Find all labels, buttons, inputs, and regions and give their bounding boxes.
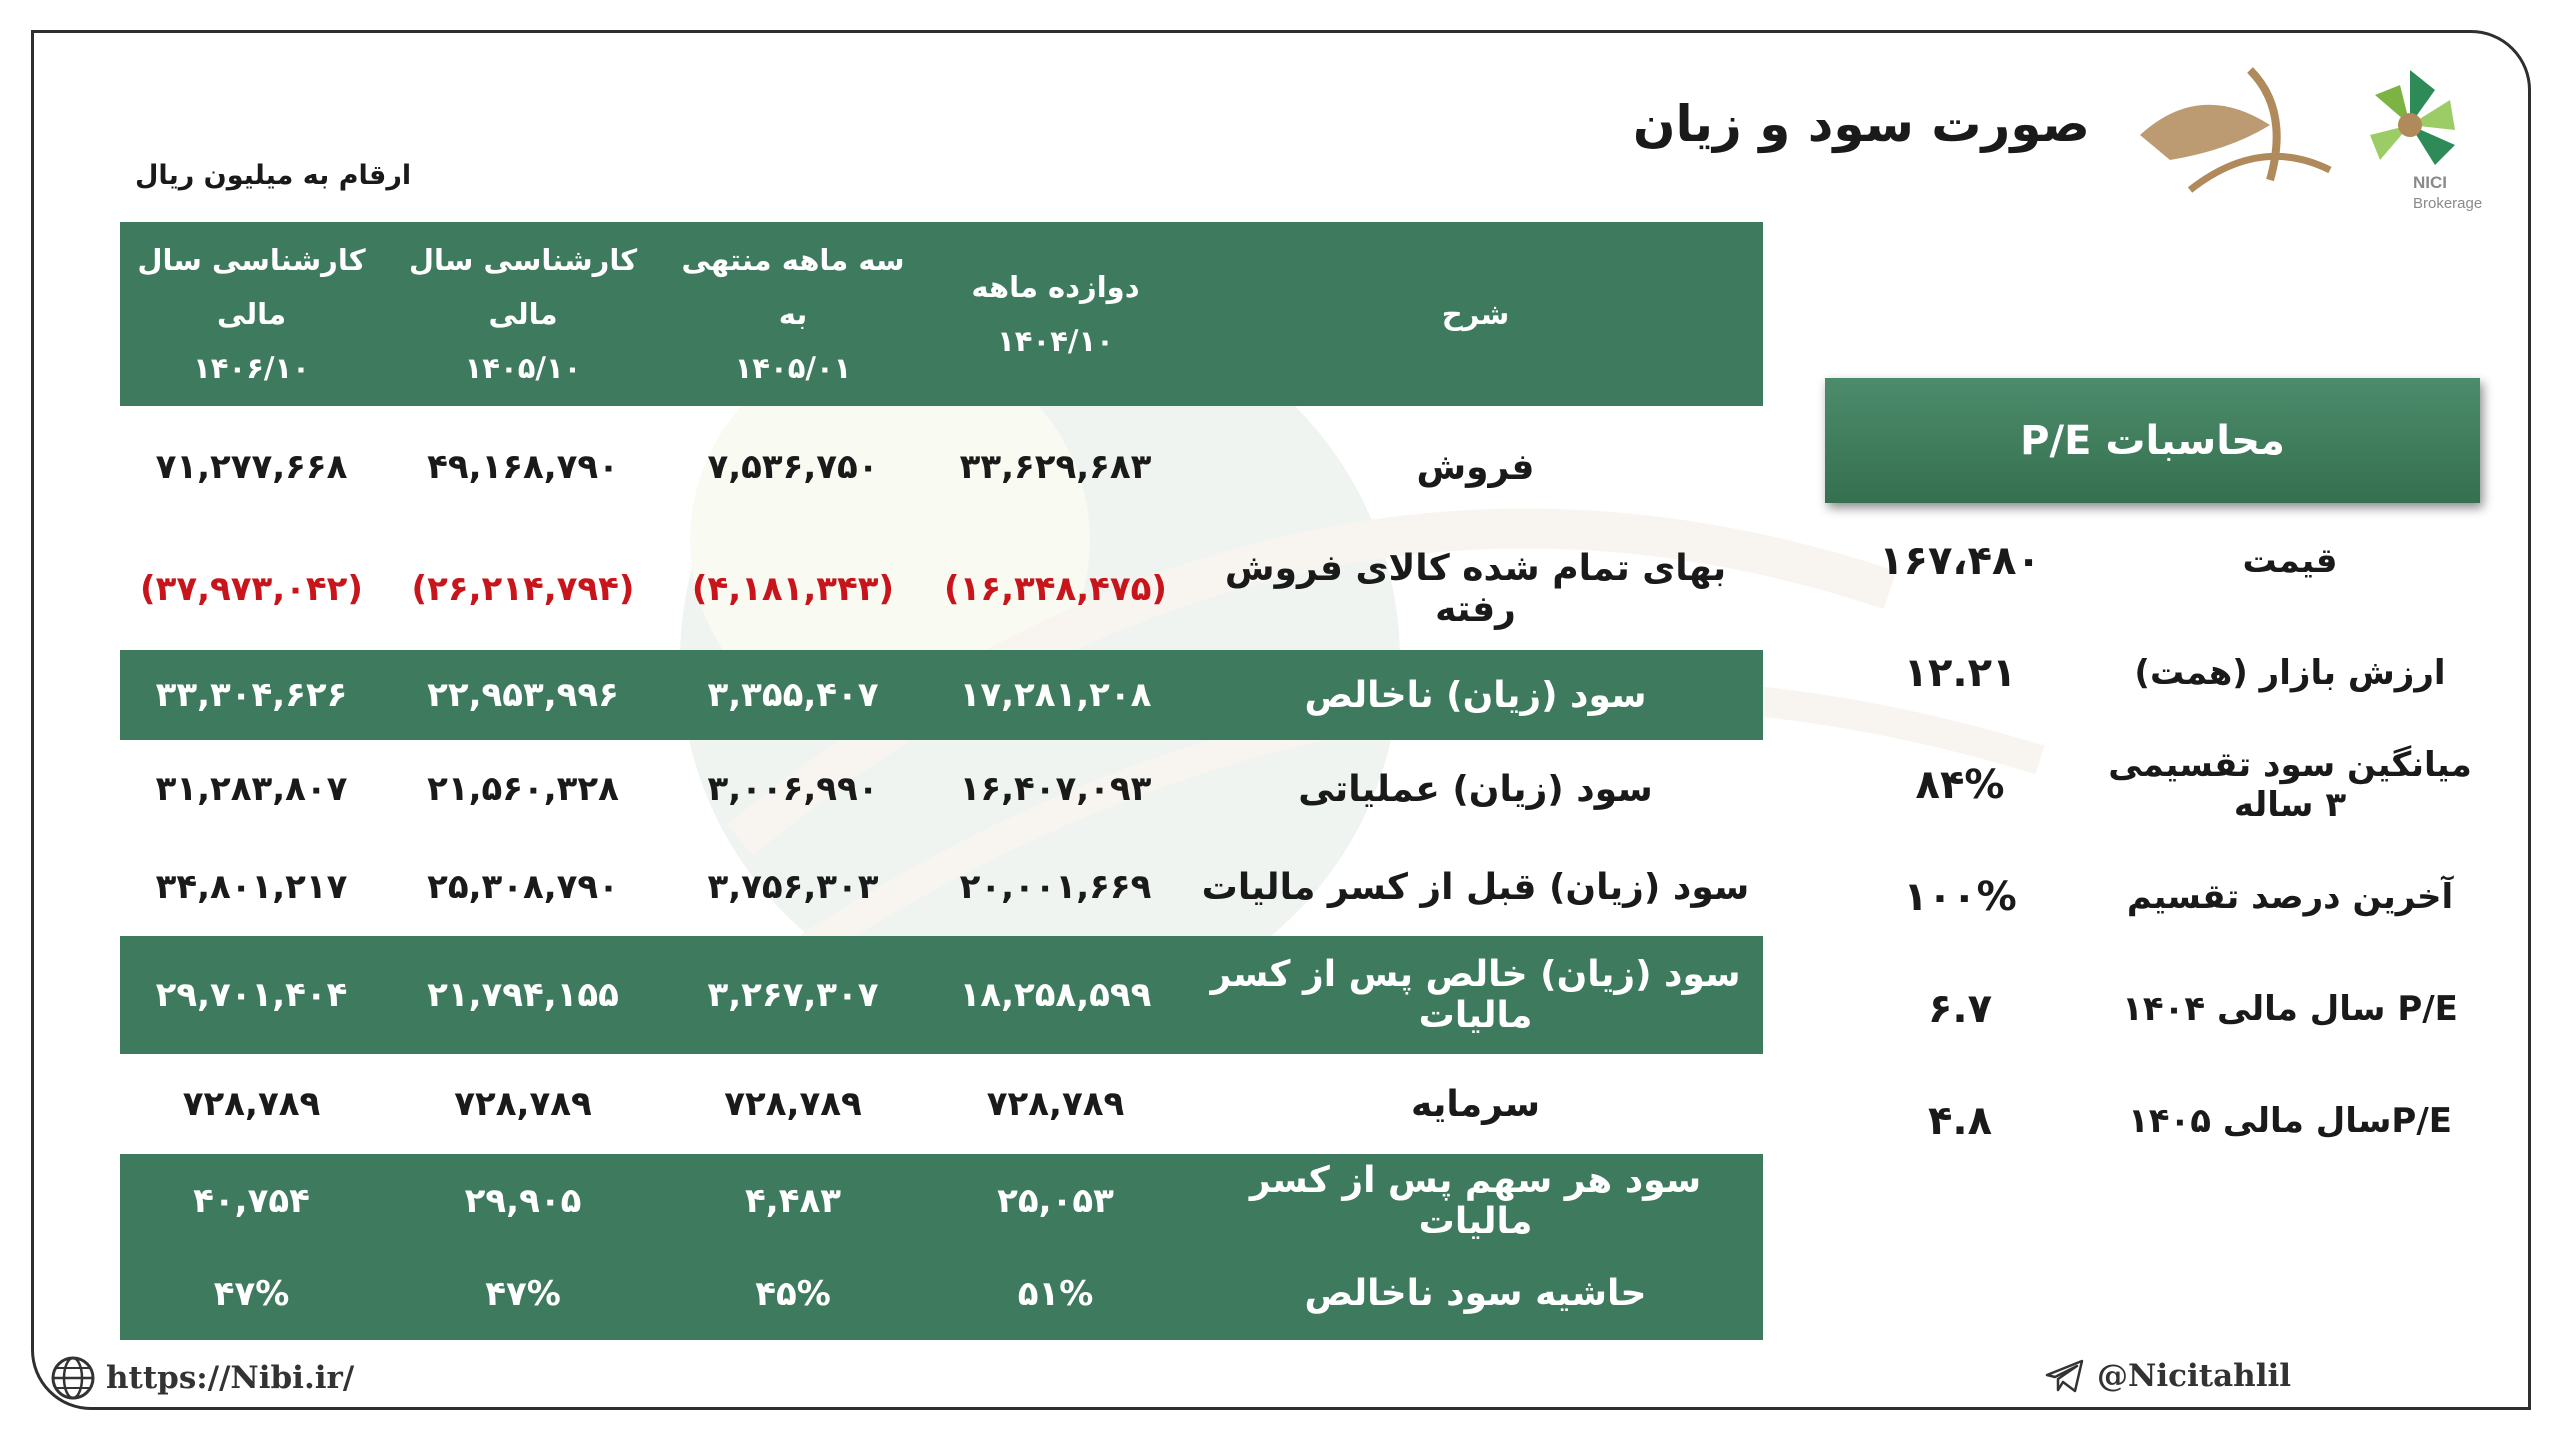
globe-icon bbox=[50, 1355, 96, 1401]
telegram-link[interactable] bbox=[2045, 1358, 2291, 1394]
pe-row bbox=[1820, 841, 2480, 953]
unit-note: ارقام به میلیون ریال bbox=[135, 160, 412, 191]
telegram-icon bbox=[2045, 1358, 2085, 1394]
pe-value: ۴.۸ bbox=[1927, 1098, 1993, 1144]
income-statement-table bbox=[120, 222, 1763, 1340]
table-row bbox=[120, 838, 1763, 936]
table-row bbox=[120, 1247, 1763, 1340]
logo-sub: Brokerage bbox=[2413, 195, 2483, 212]
pe-value: ۸۴% bbox=[1915, 762, 2005, 808]
header-col: سه ماهه منتهی به ۱۴۰۵/۰۱ bbox=[663, 222, 923, 406]
cell-value: ۷۲۸,۷۸۹ bbox=[182, 1084, 321, 1124]
header-col: کارشناسی سال مالی ۱۴۰۶/۱۰ bbox=[120, 222, 383, 406]
cell-value: ۷۲۸,۷۸۹ bbox=[454, 1084, 592, 1124]
table-row bbox=[120, 650, 1763, 740]
pe-label: آخرین درصد تقسیم bbox=[2126, 877, 2454, 917]
pe-row bbox=[1820, 617, 2480, 729]
website-link[interactable] bbox=[50, 1355, 354, 1401]
cell-value: ۲۲,۹۵۳,۹۹۶ bbox=[383, 650, 663, 740]
cell-value: ۲۹,۷۰۱,۴۰۴ bbox=[120, 936, 383, 1054]
cell-value: ۱۶,۴۰۷,۰۹۳ bbox=[959, 769, 1152, 809]
cell-value-negative: (۱۶,۳۴۸,۴۷۵) bbox=[944, 569, 1167, 609]
cell-value: ۳۴,۸۰۱,۲۱۷ bbox=[155, 867, 348, 907]
cell-value: ۷۱,۲۷۷,۶۶۸ bbox=[155, 447, 348, 487]
row-label: سرمایه bbox=[1411, 1083, 1540, 1125]
cell-value: ۱۸,۲۵۸,۵۹۹ bbox=[923, 936, 1188, 1054]
cell-value: ۲۱,۷۹۴,۱۵۵ bbox=[383, 936, 663, 1054]
cell-value: ۷,۵۳۶,۷۵۰ bbox=[707, 447, 879, 487]
row-label: حاشیه سود ناخالص bbox=[1188, 1247, 1763, 1340]
pe-label: ارزش بازار (همت) bbox=[2134, 653, 2446, 693]
page-title: صورت سود و زیان bbox=[1632, 95, 2090, 153]
cell-value: ۴۰,۷۵۴ bbox=[120, 1154, 383, 1247]
cell-value: ۴۵% bbox=[663, 1247, 923, 1340]
table-header-row bbox=[120, 222, 1763, 406]
cell-value: ۲۱,۵۶۰,۳۲۸ bbox=[427, 769, 619, 809]
cell-value: ۴۹,۱۶۸,۷۹۰ bbox=[427, 447, 619, 487]
cell-value: ۴,۴۸۳ bbox=[663, 1154, 923, 1247]
pe-row bbox=[1820, 1065, 2480, 1177]
pe-label: P/E سال مالی ۱۴۰۴ bbox=[2122, 989, 2458, 1029]
table-row bbox=[120, 1054, 1763, 1154]
telegram-handle: @Nicitahlil bbox=[2097, 1358, 2292, 1394]
table-row bbox=[120, 528, 1763, 650]
pe-value: ۶.۷ bbox=[1927, 986, 1993, 1032]
pe-label: P/Eسال مالی ۱۴۰۵ bbox=[2128, 1101, 2452, 1141]
cell-value: ۴۷% bbox=[383, 1247, 663, 1340]
cell-value: ۳,۳۵۵,۴۰۷ bbox=[663, 650, 923, 740]
table-row bbox=[120, 936, 1763, 1054]
table-row bbox=[120, 740, 1763, 838]
table-row bbox=[120, 1154, 1763, 1247]
cell-value: ۲۵,۳۰۸,۷۹۰ bbox=[427, 867, 619, 907]
cell-value: ۴۷% bbox=[120, 1247, 383, 1340]
cell-value: ۳۱,۲۸۳,۸۰۷ bbox=[155, 769, 348, 809]
pe-label: میانگین سود تقسیمی ۳ ساله bbox=[2108, 745, 2472, 825]
row-label: سود (زیان) خالص پس از کسر مالیات bbox=[1188, 936, 1763, 1054]
row-label: سود (زیان) قبل از کسر مالیات bbox=[1201, 866, 1750, 908]
cell-value: ۳۳,۳۰۴,۶۲۶ bbox=[120, 650, 383, 740]
row-label: بهای تمام شده کالای فروش رفته bbox=[1224, 548, 1727, 630]
row-label: سود (زیان) عملیاتی bbox=[1298, 768, 1653, 810]
nici-logo bbox=[2130, 40, 2500, 220]
cell-value: ۳,۰۰۶,۹۹۰ bbox=[707, 769, 879, 809]
cell-value: ۷۲۸,۷۸۹ bbox=[724, 1084, 862, 1124]
row-label: سود (زیان) ناخالص bbox=[1188, 650, 1763, 740]
header-col: دوازده ماهه ۱۴۰۴/۱۰ bbox=[923, 222, 1188, 406]
cell-value: ۷۲۸,۷۸۹ bbox=[986, 1084, 1125, 1124]
cell-value-negative: (۳۷,۹۷۳,۰۴۲) bbox=[140, 569, 363, 609]
pe-value: ۱۲.۲۱ bbox=[1903, 650, 2017, 696]
pe-value: ۱۰۰% bbox=[1903, 874, 2017, 920]
row-label: فروش bbox=[1416, 446, 1535, 488]
pe-row bbox=[1820, 505, 2480, 617]
header-col: کارشناسی سال مالی ۱۴۰۵/۱۰ bbox=[383, 222, 663, 406]
cell-value: ۳,۲۶۷,۳۰۷ bbox=[663, 936, 923, 1054]
cell-value: ۲۰,۰۰۱,۶۶۹ bbox=[959, 867, 1152, 907]
pe-panel-title: محاسبات P/E bbox=[1825, 378, 2480, 503]
table-row bbox=[120, 406, 1763, 528]
cell-value: ۵۱% bbox=[923, 1247, 1188, 1340]
pe-row bbox=[1820, 729, 2480, 841]
logo-brand: NICI bbox=[2413, 173, 2447, 192]
cell-value: ۲۵,۰۵۳ bbox=[923, 1154, 1188, 1247]
cell-value-negative: (۴,۱۸۱,۳۴۳) bbox=[691, 569, 895, 609]
header-description: شرح bbox=[1188, 222, 1763, 406]
pe-value: ۱۶۷،۴۸۰ bbox=[1879, 538, 2041, 584]
cell-value: ۳۳,۶۲۹,۶۸۳ bbox=[959, 447, 1152, 487]
pe-label: قیمت bbox=[2242, 541, 2338, 581]
cell-value: ۳,۷۵۶,۳۰۳ bbox=[707, 867, 879, 907]
website-url: https://Nibi.ir/ bbox=[106, 1360, 355, 1396]
cell-value: ۱۷,۲۸۱,۲۰۸ bbox=[923, 650, 1188, 740]
cell-value-negative: (۲۶,۲۱۴,۷۹۴) bbox=[411, 569, 635, 609]
row-label: سود هر سهم پس از کسر مالیات bbox=[1188, 1154, 1763, 1247]
pe-row bbox=[1820, 953, 2480, 1065]
pe-table bbox=[1820, 505, 2480, 1177]
cell-value: ۲۹,۹۰۵ bbox=[383, 1154, 663, 1247]
